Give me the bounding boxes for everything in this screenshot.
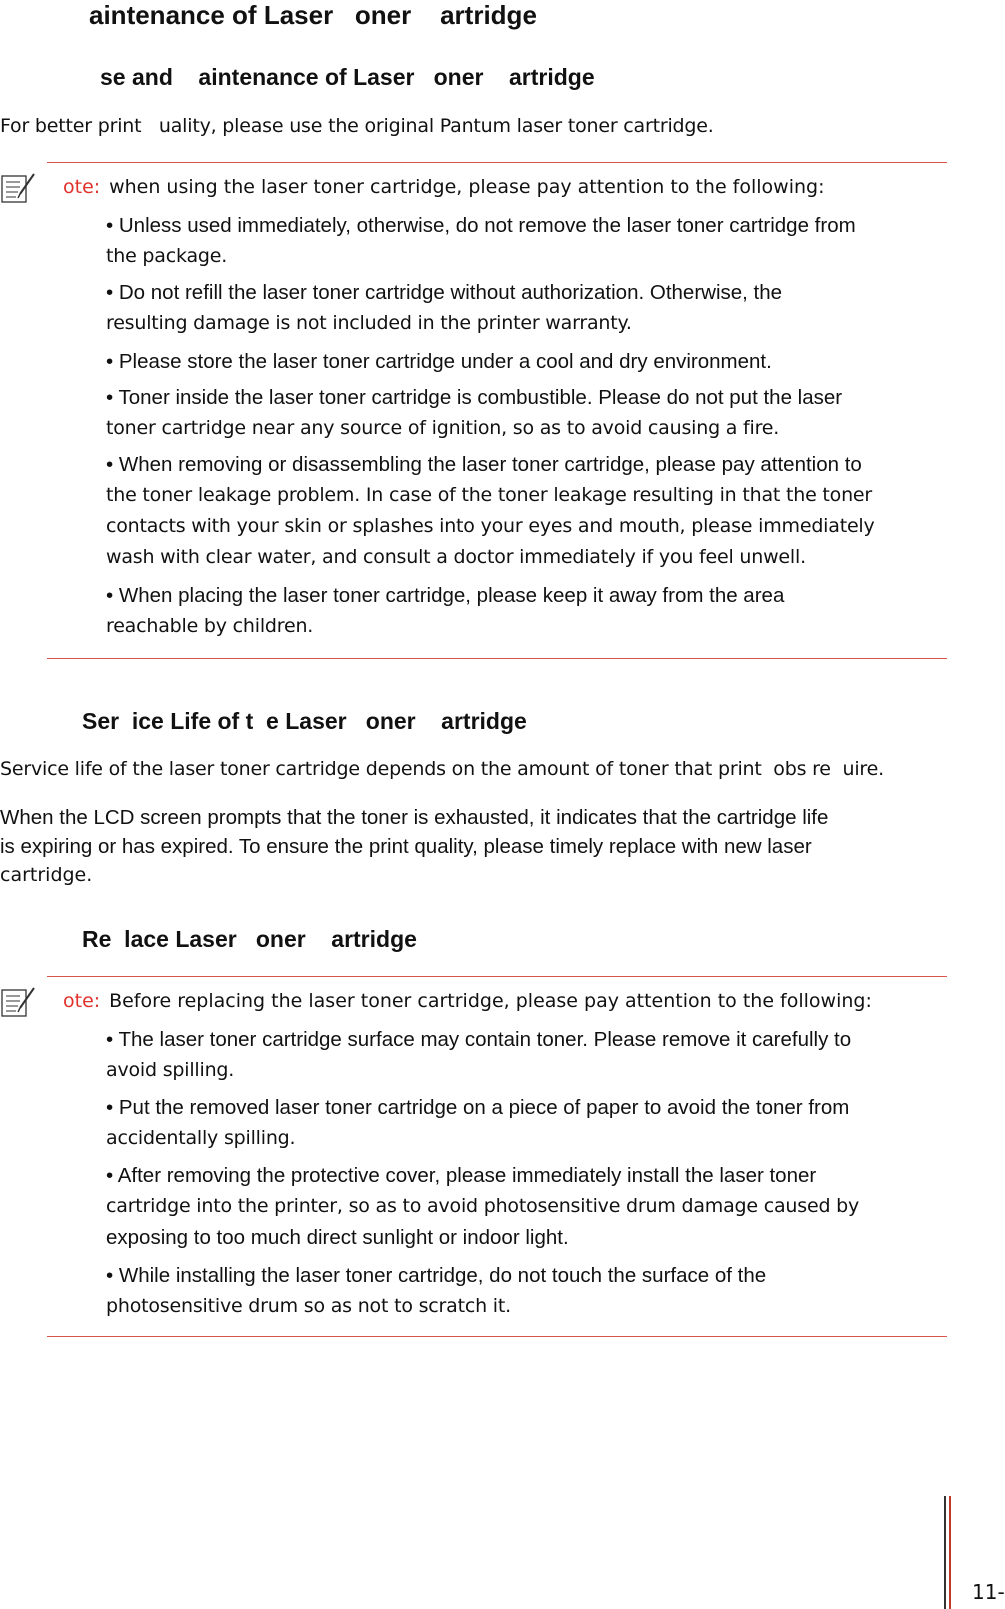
note-label: ote: — [63, 990, 101, 1012]
note-header-2 — [63, 990, 872, 1012]
bullet-line: resulting damage is not included in the printer warranty. — [106, 312, 632, 334]
note-top-divider — [47, 162, 947, 163]
bullet-line: reachable by children. — [106, 615, 314, 637]
note-bottom-divider — [47, 1336, 947, 1337]
intro-paragraph: For better print uality, please use the original Pantum laser toner cartridge. — [0, 115, 714, 137]
lcd-prompt-paragraph — [0, 803, 960, 890]
bullet-line: the toner leakage problem. In case of the toner leakage resulting in that the toner — [106, 484, 873, 506]
note-label: ote: — [63, 176, 101, 198]
bullet-item — [106, 580, 951, 642]
bullet-line: • After removing the protective cover, please immediately install the laser toner — [106, 1164, 817, 1187]
bullet-line: • The laser toner cartridge surface may contain toner. Please remove it carefully to — [106, 1028, 852, 1051]
bullet-line: • Do not refill the laser toner cartridge without authorization. Otherwise, the — [106, 281, 783, 304]
note-top-divider — [47, 976, 947, 977]
bullet-item — [106, 1260, 951, 1322]
page-margin-bar — [944, 1496, 946, 1609]
page-number: 11- — [972, 1580, 1005, 1604]
note-bottom-divider — [47, 658, 947, 659]
bullet-line: the package. — [106, 245, 228, 267]
note-pencil-icon — [0, 170, 38, 204]
bullet-item — [106, 449, 951, 573]
note-intro: Before replacing the laser toner cartridge, please pay attention to the following: — [109, 990, 872, 1012]
page-title: aintenance of Laser oner artridge — [89, 0, 537, 30]
bullet-line: wash with clear water, and consult a doctor immediately if you feel unwell. — [106, 546, 806, 568]
bullet-line: • While installing the laser toner cartridge, do not touch the surface of the — [106, 1264, 767, 1287]
bullet-item — [106, 1160, 951, 1253]
note-header-1 — [63, 176, 825, 198]
note-intro: when using the laser toner cartridge, please pay attention to the following: — [109, 176, 825, 198]
section-heading-use-maintenance: se and aintenance of Laser oner artridge — [100, 64, 595, 90]
page-margin-bar-accent — [949, 1496, 951, 1609]
section-heading-service-life: Ser ice Life of t e Laser oner artridge — [82, 708, 527, 734]
bullet-line: avoid spilling. — [106, 1059, 235, 1081]
bullet-line: photosensitive drum so as not to scratch it. — [106, 1295, 511, 1317]
bullet-line: • Toner inside the laser toner cartridge is combustible. Please do not put the laser — [106, 386, 843, 409]
bullet-line: • When removing or disassembling the laser toner cartridge, please pay attention to — [106, 453, 862, 476]
bullet-line: • Put the removed laser toner cartridge on a piece of paper to avoid the toner from — [106, 1096, 850, 1119]
bullet-line: toner cartridge near any source of ignition, so as to avoid causing a fire. — [106, 417, 780, 439]
note-pencil-icon — [0, 984, 38, 1018]
bullet-item — [106, 1092, 951, 1154]
bullet-line: exposing to too much direct sunlight or indoor light. — [106, 1226, 569, 1249]
paragraph-line: When the LCD screen prompts that the toner is exhausted, it indicates that the cartridge life — [0, 806, 829, 829]
paragraph-line: is expiring or has expired. To ensure the print quality, please timely replace with new laser — [0, 835, 812, 858]
bullet-line: • Please store the laser toner cartridge under a cool and dry environment. — [106, 350, 772, 373]
bullet-line: • Unless used immediately, otherwise, do not remove the laser toner cartridge from — [106, 214, 856, 237]
section-heading-replace: Re lace Laser oner artridge — [82, 926, 417, 952]
bullet-item — [106, 277, 951, 339]
bullet-item — [106, 1024, 951, 1086]
service-life-paragraph: Service life of the laser toner cartridge depends on the amount of toner that print obs re uire. — [0, 758, 884, 780]
bullet-line: accidentally spilling. — [106, 1127, 296, 1149]
bullet-item — [106, 346, 951, 377]
bullet-item — [106, 210, 951, 272]
bullet-line: contacts with your skin or splashes into your eyes and mouth, please immediately — [106, 515, 875, 537]
paragraph-line: cartridge. — [0, 864, 93, 886]
bullet-line: • When placing the laser toner cartridge, please keep it away from the area — [106, 584, 785, 607]
bullet-line: cartridge into the printer, so as to avoid photosensitive drum damage caused by — [106, 1195, 860, 1217]
bullet-item — [106, 382, 951, 444]
